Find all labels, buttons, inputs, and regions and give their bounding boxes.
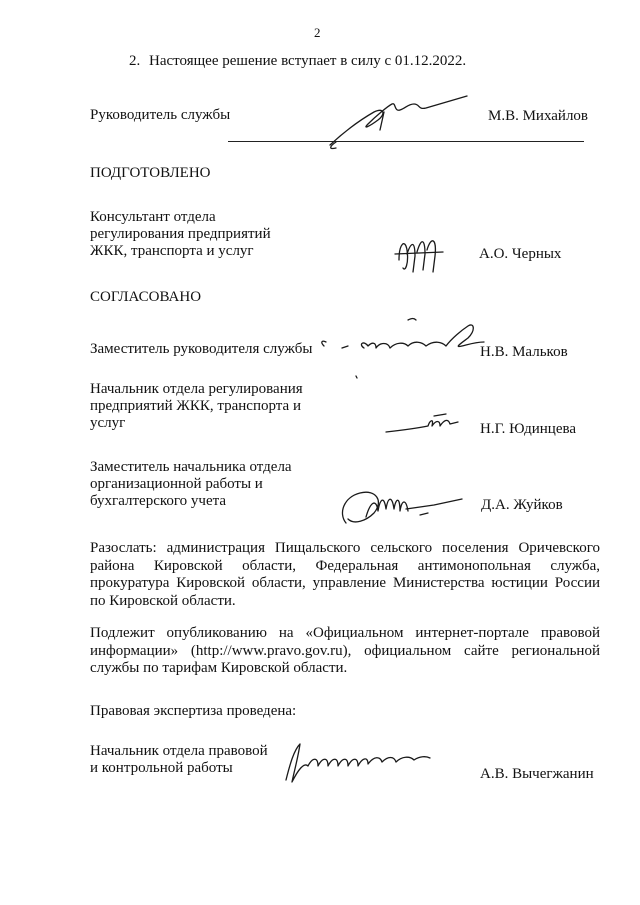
prepared-name: А.О. Черных <box>479 246 562 262</box>
signer-3-signature <box>336 483 466 529</box>
publication-text: Подлежит опубликованию на «Официальном интернет-портале правовой информации» (http://www.pravo.gov.ru), официальном сайте региональной службы по тарифам Кировской области. <box>90 625 600 676</box>
distribution-text: Разослать: администрация Пищальского сельского поселения Оричевского района Кировской области, Федеральная антимонопольная служба, прокуратура Кировской области, управление Министерства юстиции России по Кировской области. <box>90 540 600 609</box>
agreed-signer-title <box>90 459 292 510</box>
head-name: М.В. Михайлов <box>488 108 589 124</box>
prepared-title-line: ЖКК, транспорта и услуг <box>90 243 254 259</box>
agreed-signer-name: Д.А. Жуйков <box>481 497 563 513</box>
legal-signature <box>282 740 432 788</box>
head-signature <box>322 90 472 150</box>
agreed-signer-title-line: предприятий ЖКК, транспорта и <box>90 398 301 414</box>
agreed-signer-title-line: организационной работы и <box>90 476 263 492</box>
agreed-signer-title: Заместитель руководителя службы <box>90 341 313 357</box>
signer-1-signature <box>318 312 488 372</box>
legal-signer-name: А.В. Вычегжанин <box>480 766 594 782</box>
prepared-signature <box>393 232 453 274</box>
agreed-signer-title <box>90 381 303 432</box>
agreed-signer-name: Н.В. Мальков <box>480 344 568 360</box>
agreed-signer-name: Н.Г. Юдинцева <box>480 421 577 437</box>
legal-signer-title-line: и контрольной работы <box>90 760 233 776</box>
item-number: 2. <box>129 53 141 69</box>
prepared-title <box>90 209 271 260</box>
prepared-title-line: Консультант отдела <box>90 209 216 225</box>
page-number: 2 <box>314 25 321 40</box>
agreed-signer-title-line: услуг <box>90 415 126 431</box>
agreed-signer-title-line: Начальник отдела регулирования <box>90 381 303 397</box>
signer-2-signature <box>384 410 464 440</box>
legal-signer-title <box>90 743 268 777</box>
head-title: Руководитель службы <box>90 107 231 123</box>
prepared-title-line: регулирования предприятий <box>90 226 271 242</box>
agreed-signer-title-line: Заместитель начальника отдела <box>90 459 292 475</box>
legal-signer-title-line: Начальник отдела правовой <box>90 743 268 759</box>
legal-review-text: Правовая экспертиза проведена: <box>90 703 297 719</box>
item-text: Настоящее решение вступает в силу с 01.12.2022. <box>149 53 467 69</box>
agreed-heading: СОГЛАСОВАНО <box>90 289 202 305</box>
prepared-heading: ПОДГОТОВЛЕНО <box>90 165 211 181</box>
agreed-signer-title-line: бухгалтерского учета <box>90 493 227 509</box>
